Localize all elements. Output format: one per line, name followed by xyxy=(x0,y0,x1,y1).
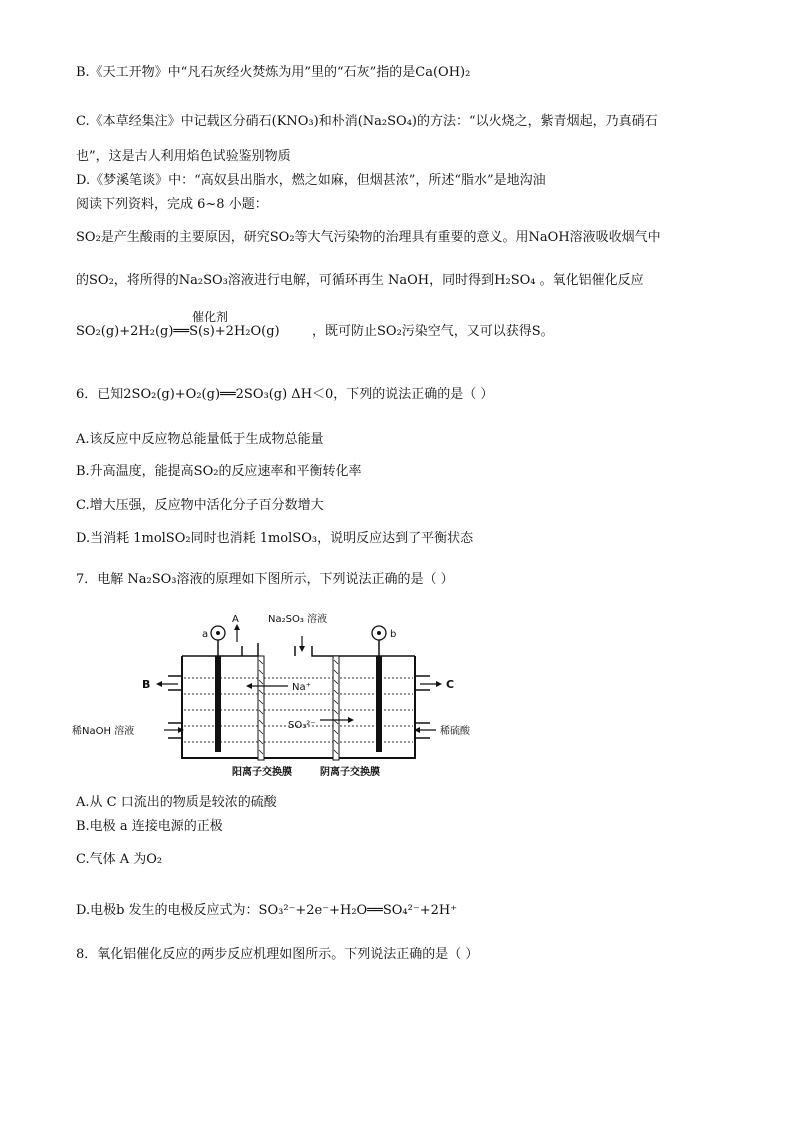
q7-option-a: A.从 C 口流出的物质是较浓的硫酸 xyxy=(76,795,277,810)
q7-option-b: B.电极 a 连接电源的正极 xyxy=(76,819,223,834)
label-C: C xyxy=(446,678,455,691)
arrow-out-b xyxy=(156,681,162,687)
label-h2so4-in: 稀硫酸 xyxy=(440,726,470,737)
option-b-line: B.《天工开物》中“凡石灰经火焚炼为用”里的“石灰”指的是Ca(OH)₂ xyxy=(76,65,471,80)
label-na2so3: Na₂SO₃ 溶液 xyxy=(268,614,328,625)
cell-top-left xyxy=(182,643,258,656)
q6-option-a: A.该反应中反应物总能量低于生成物总能量 xyxy=(76,432,324,447)
label-naoh-in: 稀NaOH 溶液 xyxy=(72,726,135,737)
reading-intro: 阅读下列资料，完成 6~8 小题： xyxy=(76,197,268,212)
electrode-a xyxy=(215,656,221,752)
label-a: a xyxy=(202,629,209,640)
arrow-na xyxy=(246,683,252,689)
material-line-2: 的SO₂，将所得的Na₂SO₃溶液进行电解，可循环再生 NaOH，同时得到H₂SO₄ 。氧化铝催化反应 xyxy=(76,273,644,288)
q6-option-d: D.当消耗 1molSO₂同时也消耗 1molSO₃，说明反应达到了平衡状态 xyxy=(76,531,474,546)
label-A: A xyxy=(232,614,239,625)
arrow-inlet-top xyxy=(299,646,305,652)
catalyst-label: 催化剂 xyxy=(192,310,229,324)
option-c-line-2: 也”，这是古人利用焰色试验鉴别物质 xyxy=(76,149,291,164)
material-line-1: SO₂是产生酸雨的主要原因，研究SO₂等大气污染物的治理具有重要的意义。用NaOH溶液吸收烟气中 xyxy=(76,230,661,245)
label-anion-membrane: 阴离子交换膜 xyxy=(320,767,380,778)
cell-top-right xyxy=(312,646,415,656)
label-na-ion: Na⁺ xyxy=(292,682,311,693)
option-d-line: D.《梦溪笔谈》中：“高奴县出脂水，燃之如麻，但烟甚浓”，所述“脂水”是地沟油 xyxy=(76,173,546,188)
label-b: b xyxy=(390,629,397,640)
arrow-so3 xyxy=(348,717,354,723)
label-so3-ion: SO₃²⁻ xyxy=(288,720,316,731)
q8-stem: 8．氧化铝催化反应的两步反应机理如图所示。下列说法正确的是（ ） xyxy=(76,947,479,962)
option-c-line-1: C.《本草经集注》中记载区分硝石(KNO₃)和朴消(Na₂SO₄)的方法：“以火烧之，紫青烟起，乃真硝石 xyxy=(76,114,658,129)
electrode-b xyxy=(376,656,382,752)
label-B: B xyxy=(142,678,151,691)
q7-option-d: D.电极b 发生的电极反应式为：SO₃²⁻+2e⁻+H₂O══SO₄²⁻+2H⁺ xyxy=(76,903,458,918)
q6-option-b: B.升高温度，能提高SO₂的反应速率和平衡转化率 xyxy=(76,464,362,479)
arrow-out-c xyxy=(436,681,442,687)
q7-option-c: C.气体 A 为O₂ xyxy=(76,852,163,867)
q7-stem: 7．电解 Na₂SO₃溶液的原理如下图所示，下列说法正确的是（ ） xyxy=(76,572,454,587)
q6-stem: 6．已知2SO₂(g)+O₂(g)══2SO₃(g) ΔH＜0，下列的说法正确的是（ ） xyxy=(76,387,494,402)
label-cation-membrane: 阳离子交换膜 xyxy=(232,767,292,778)
material-equation: SO₂(g)+2H₂(g)══S(s)+2H₂O(g) xyxy=(76,324,280,339)
electrolysis-diagram xyxy=(72,598,480,780)
material-line-3-tail: ，既可防止SO₂污染空气，又可以获得S。 xyxy=(312,324,554,339)
q6-option-c: C.增大压强，反应物中活化分子百分数增大 xyxy=(76,498,324,513)
